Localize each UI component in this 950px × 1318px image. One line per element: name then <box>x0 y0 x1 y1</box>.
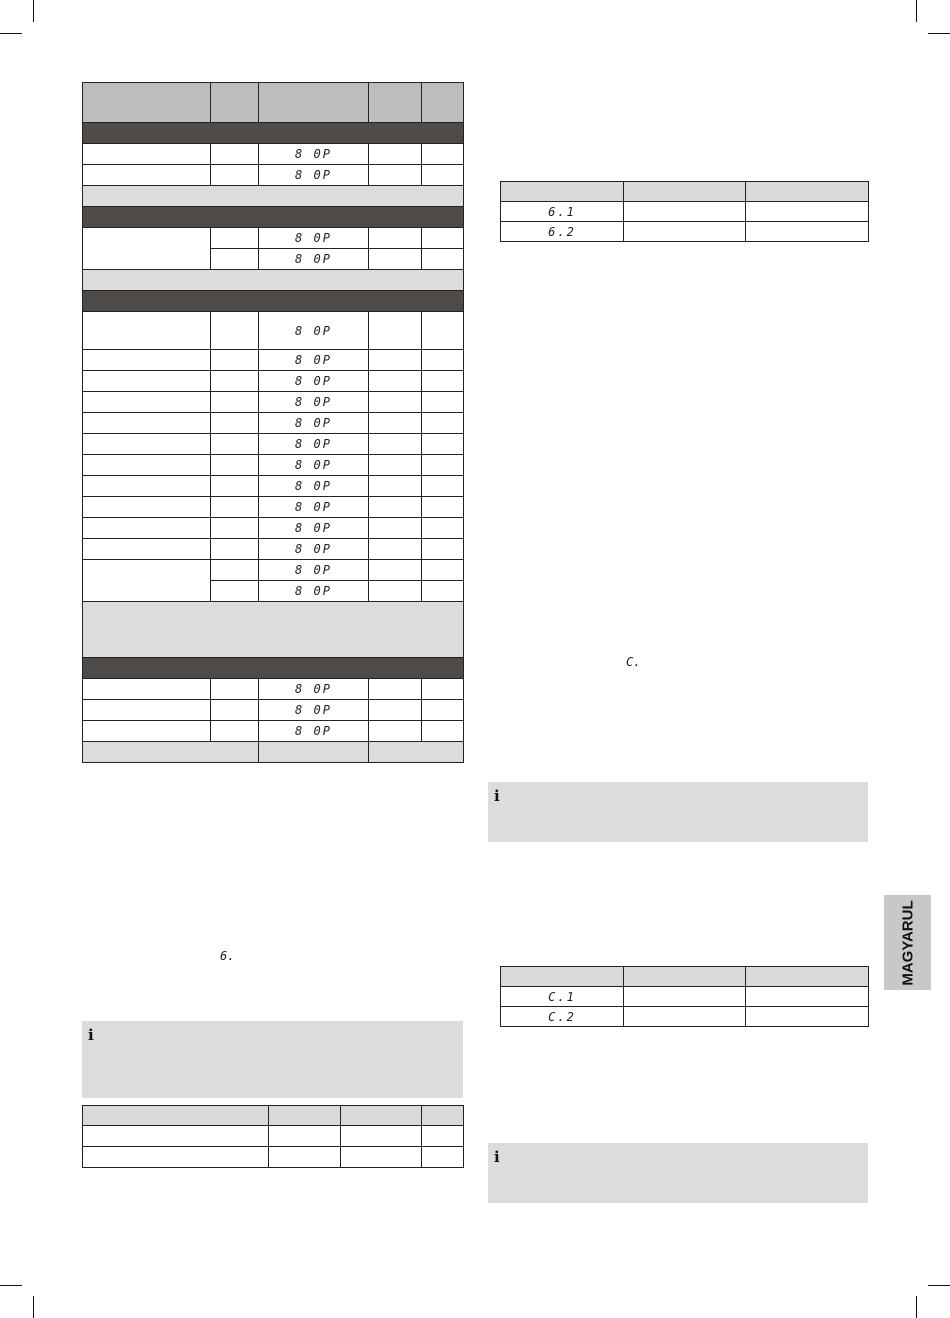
table-row <box>83 413 464 434</box>
display-code: 8 0P <box>259 455 369 476</box>
setting-code: 6.1 <box>501 202 624 222</box>
display-code: 8 0P <box>259 312 369 350</box>
table-row <box>83 434 464 455</box>
table-row <box>83 721 464 742</box>
table-row <box>83 476 464 497</box>
section-row <box>83 291 464 312</box>
display-code: 8 0P <box>259 249 369 270</box>
crop-mark <box>0 1285 22 1286</box>
crop-mark <box>928 1285 950 1286</box>
setting-table-1 <box>500 181 869 242</box>
info-icon: i <box>494 1148 500 1166</box>
table-header-row <box>501 182 869 202</box>
crop-mark <box>33 0 34 22</box>
inline-display-glyph: C. <box>626 655 641 669</box>
specs-table <box>82 1105 464 1168</box>
display-code: 8 0P <box>259 434 369 455</box>
table-row <box>83 1147 464 1168</box>
inline-display-glyph: 6. <box>220 949 235 963</box>
section-row <box>83 658 464 679</box>
display-code: 8 0P <box>259 539 369 560</box>
display-code: 8 0P <box>259 165 369 186</box>
table-row <box>83 539 464 560</box>
table-row <box>83 312 464 350</box>
section-row <box>83 123 464 144</box>
table-row <box>83 560 464 581</box>
note-row <box>83 186 464 207</box>
display-code: 8 0P <box>259 476 369 497</box>
table-row <box>83 392 464 413</box>
table-row <box>501 202 869 222</box>
note-row <box>83 602 464 658</box>
table-row <box>83 350 464 371</box>
info-icon: i <box>88 1026 94 1044</box>
table-header-row <box>501 967 869 987</box>
info-box <box>82 1021 463 1098</box>
crop-mark <box>916 0 917 22</box>
note-row <box>83 742 464 763</box>
crop-mark <box>0 33 22 34</box>
crop-mark <box>928 33 950 34</box>
note-row <box>83 270 464 291</box>
display-code: 8 0P <box>259 518 369 539</box>
table-row <box>83 228 464 249</box>
display-code: 8 0P <box>259 497 369 518</box>
display-code: 8 0P <box>259 721 369 742</box>
display-code: 8 0P <box>259 581 369 602</box>
setting-code: 6.2 <box>501 222 624 242</box>
table-row <box>83 518 464 539</box>
table-row <box>501 1007 869 1027</box>
table-row <box>501 987 869 1007</box>
display-code: 8 0P <box>259 350 369 371</box>
language-tab-label: MAGYARUL <box>899 899 916 986</box>
table-row <box>83 455 464 476</box>
display-code: 8 0P <box>259 560 369 581</box>
table-row <box>501 222 869 242</box>
display-code: 8 0P <box>259 392 369 413</box>
table-row <box>83 165 464 186</box>
table-row <box>83 144 464 165</box>
display-code: 8 0P <box>259 413 369 434</box>
table-row <box>83 679 464 700</box>
crop-mark <box>916 1296 917 1318</box>
display-code: 8 0P <box>259 228 369 249</box>
program-table <box>82 82 464 763</box>
setting-code: C.1 <box>501 987 624 1007</box>
table-row <box>83 371 464 392</box>
table-header-row <box>83 83 464 123</box>
table-header-row <box>83 1106 464 1126</box>
info-box <box>488 1143 868 1203</box>
table-row <box>83 497 464 518</box>
display-code: 8 0P <box>259 679 369 700</box>
table-row <box>83 700 464 721</box>
setting-table-2 <box>500 966 869 1027</box>
info-icon: i <box>494 787 500 805</box>
language-tab <box>884 895 931 990</box>
section-row <box>83 207 464 228</box>
setting-code: C.2 <box>501 1007 624 1027</box>
info-box <box>488 782 868 842</box>
table-row <box>83 1126 464 1147</box>
display-code: 8 0P <box>259 700 369 721</box>
display-code: 8 0P <box>259 371 369 392</box>
display-code: 8 0P <box>259 144 369 165</box>
crop-mark <box>33 1296 34 1318</box>
